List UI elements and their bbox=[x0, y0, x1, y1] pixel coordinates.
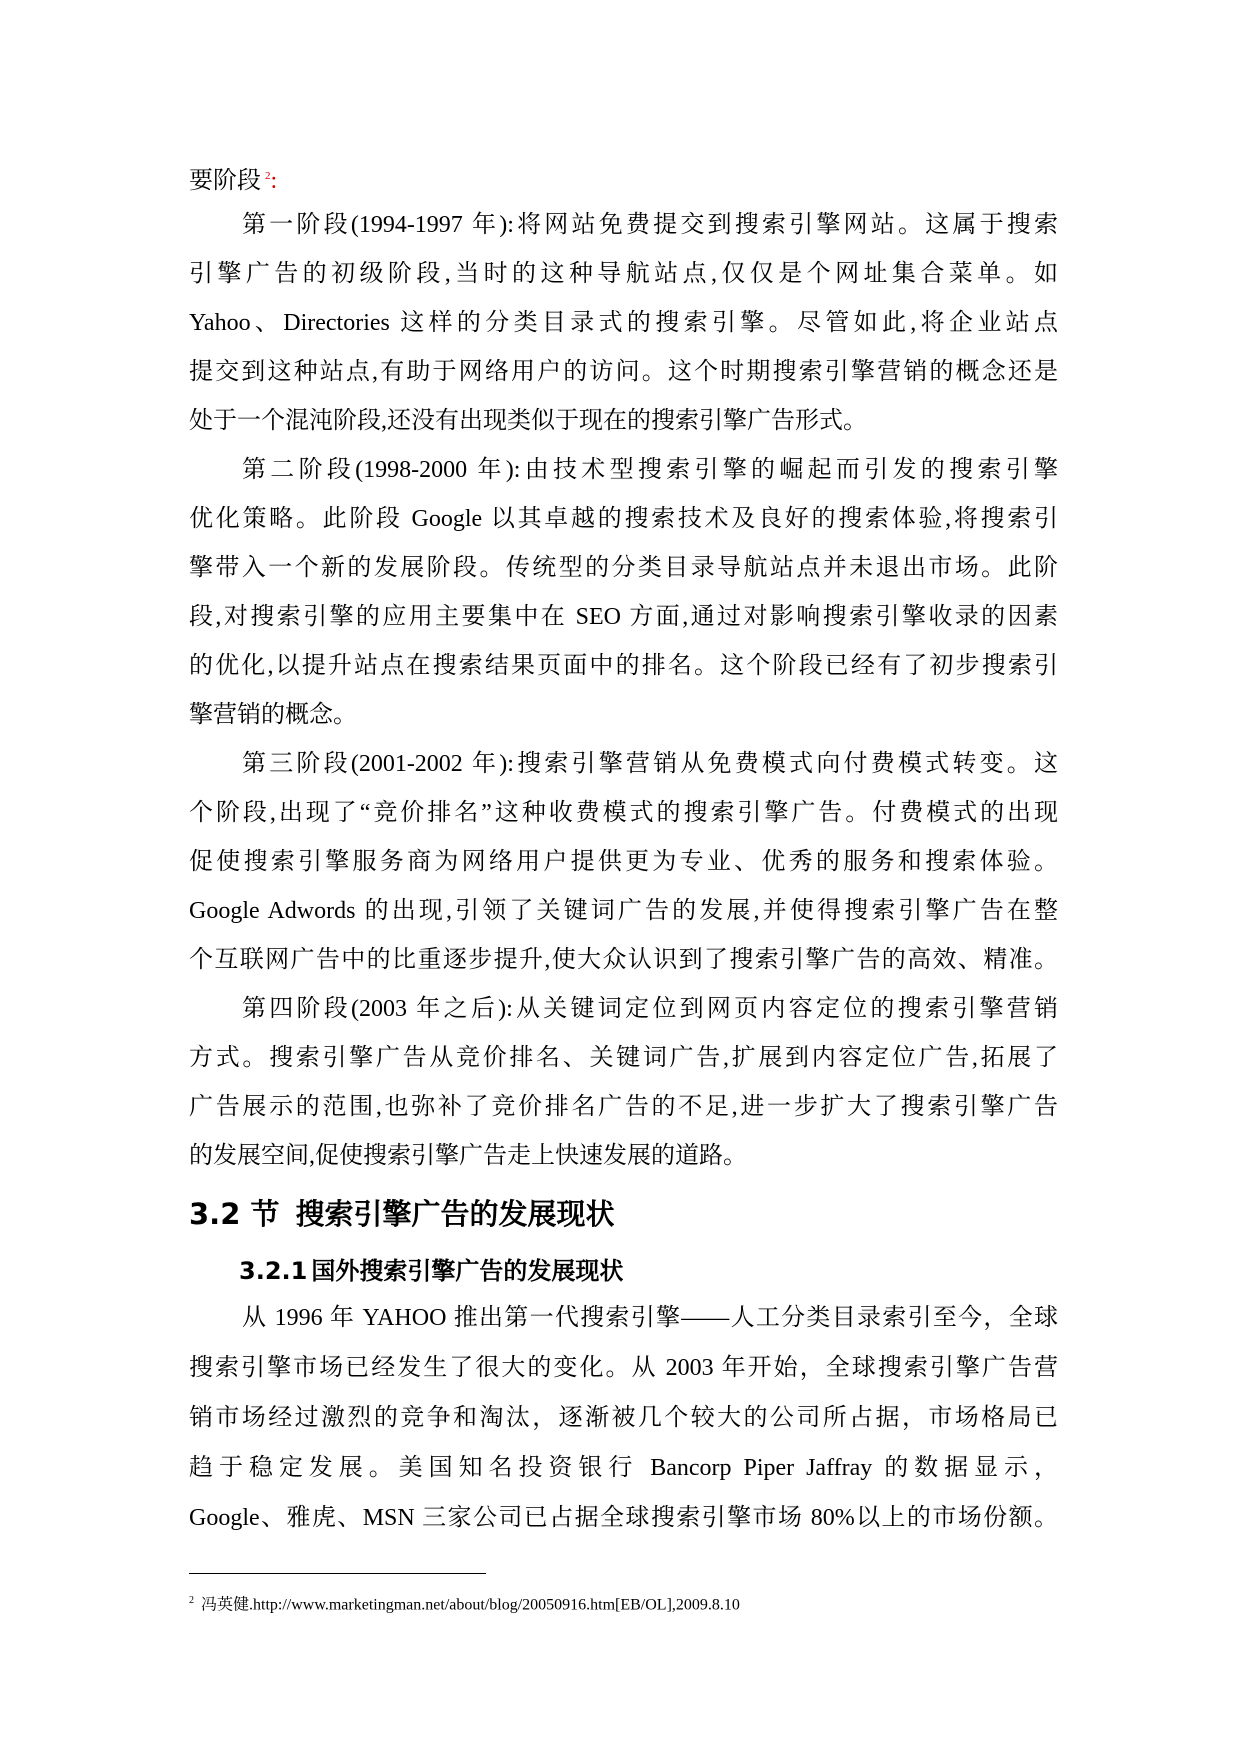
section-number: 3.2 节 bbox=[189, 1197, 280, 1231]
paragraph-stage-2 bbox=[189, 446, 1058, 740]
colon: : bbox=[270, 168, 278, 194]
paragraph-stage-1 bbox=[189, 201, 1058, 446]
text-line: 擎带入一个新的发展阶段。传统型的分类目录导航站点并未退出市场。此阶 bbox=[189, 555, 1058, 581]
subsection-heading bbox=[239, 1247, 623, 1295]
text-line: Google Adwords 的出现,引领了关键词广告的发展,并使得搜索引擎广告在整 bbox=[189, 898, 1058, 924]
text-line: 个互联网广告中的比重逐步提升,使大众认识到了搜索引擎广告的高效、精准。 bbox=[189, 947, 1058, 973]
text-line: 处于一个混沌阶段,还没有出现类似于现在的搜索引擎广告形式。 bbox=[189, 408, 867, 434]
text-line: 销市场经过激烈的竞争和淘汰，逐渐被几个较大的公司所占据，市场格局已 bbox=[189, 1405, 1058, 1431]
text-line: 搜索引擎市场已经发生了很大的变化。从 2003 年开始，全球搜索引擎广告营 bbox=[189, 1355, 1058, 1381]
paragraph-stage-4 bbox=[189, 985, 1058, 1181]
section-heading bbox=[189, 1189, 615, 1239]
footnote bbox=[189, 1590, 740, 1616]
continuation-text: 要阶段 bbox=[189, 168, 261, 194]
paragraph-stage-3 bbox=[189, 740, 1058, 985]
text-line: Yahoo、Directories 这样的分类目录式的搜索引擎。尽管如此,将企业站点 bbox=[189, 310, 1058, 336]
footnote-separator bbox=[189, 1573, 486, 1574]
text-line: 第二阶段(1998-2000 年):由技术型搜索引擎的崛起而引发的搜索引擎 bbox=[242, 457, 1058, 483]
text-line: 擎营销的概念。 bbox=[189, 702, 357, 728]
text-line: 从 1996 年 YAHOO 推出第一代搜索引擎——人工分类目录索引至今，全球 bbox=[242, 1305, 1058, 1331]
paragraph-continuation bbox=[189, 152, 1058, 201]
text-line: 的优化,以提升站点在搜索结果页面中的排名。这个阶段已经有了初步搜索引 bbox=[189, 653, 1058, 679]
text-line: Google、雅虎、MSN 三家公司已占据全球搜索引擎市场 80%以上的市场份额。 bbox=[189, 1505, 1058, 1531]
text-line: 方式。搜索引擎广告从竞价排名、关键词广告,扩展到内容定位广告,拓展了 bbox=[189, 1045, 1058, 1071]
section-title: 搜索引擎广告的发展现状 bbox=[295, 1197, 615, 1231]
text-line: 第一阶段(1994-1997 年):将网站免费提交到搜索引擎网站。这属于搜索 bbox=[242, 212, 1058, 238]
text-line: 的发展空间,促使搜索引擎广告走上快速发展的道路。 bbox=[189, 1143, 747, 1169]
text-line: 引擎广告的初级阶段,当时的这种导航站点,仅仅是个网址集合菜单。如 bbox=[189, 261, 1058, 287]
text-line: 广告展示的范围,也弥补了竞价排名广告的不足,进一步扩大了搜索引擎广告 bbox=[189, 1094, 1058, 1120]
text-line: 第三阶段(2001-2002 年):搜索引擎营销从免费模式向付费模式转变。这 bbox=[242, 751, 1058, 777]
body-text bbox=[189, 152, 1058, 1181]
text-line: 优化策略。此阶段 Google 以其卓越的搜索技术及良好的搜索体验,将搜索引 bbox=[189, 506, 1058, 532]
subsection-paragraph bbox=[189, 1293, 1058, 1543]
footnote-number: 2 bbox=[189, 1595, 194, 1606]
subsection-number: 3.2.1 bbox=[239, 1257, 308, 1285]
text-line: 第四阶段(2003 年之后):从关键词定位到网页内容定位的搜索引擎营销 bbox=[242, 996, 1058, 1022]
text-line: 个阶段,出现了“竞价排名”这种收费模式的搜索引擎广告。付费模式的出现 bbox=[189, 800, 1058, 826]
footnote-reference: 2 bbox=[265, 170, 271, 182]
subsection-title: 国外搜索引擎广告的发展现状 bbox=[311, 1257, 624, 1285]
text-line: 促使搜索引擎服务商为网络用户提供更为专业、优秀的服务和搜索体验。 bbox=[189, 849, 1058, 875]
text-line: 趋于稳定发展。美国知名投资银行 Bancorp Piper Jaffray 的数据显示， bbox=[189, 1455, 1058, 1481]
text-line: 提交到这种站点,有助于网络用户的访问。这个时期搜索引擎营销的概念还是 bbox=[189, 359, 1058, 385]
text-line: 段,对搜索引擎的应用主要集中在 SEO 方面,通过对影响搜索引擎收录的因素 bbox=[189, 604, 1058, 630]
footnote-text: 冯英健.http://www.marketingman.net/about/blog/20050916.htm[EB/OL],2009.8.10 bbox=[201, 1596, 740, 1614]
